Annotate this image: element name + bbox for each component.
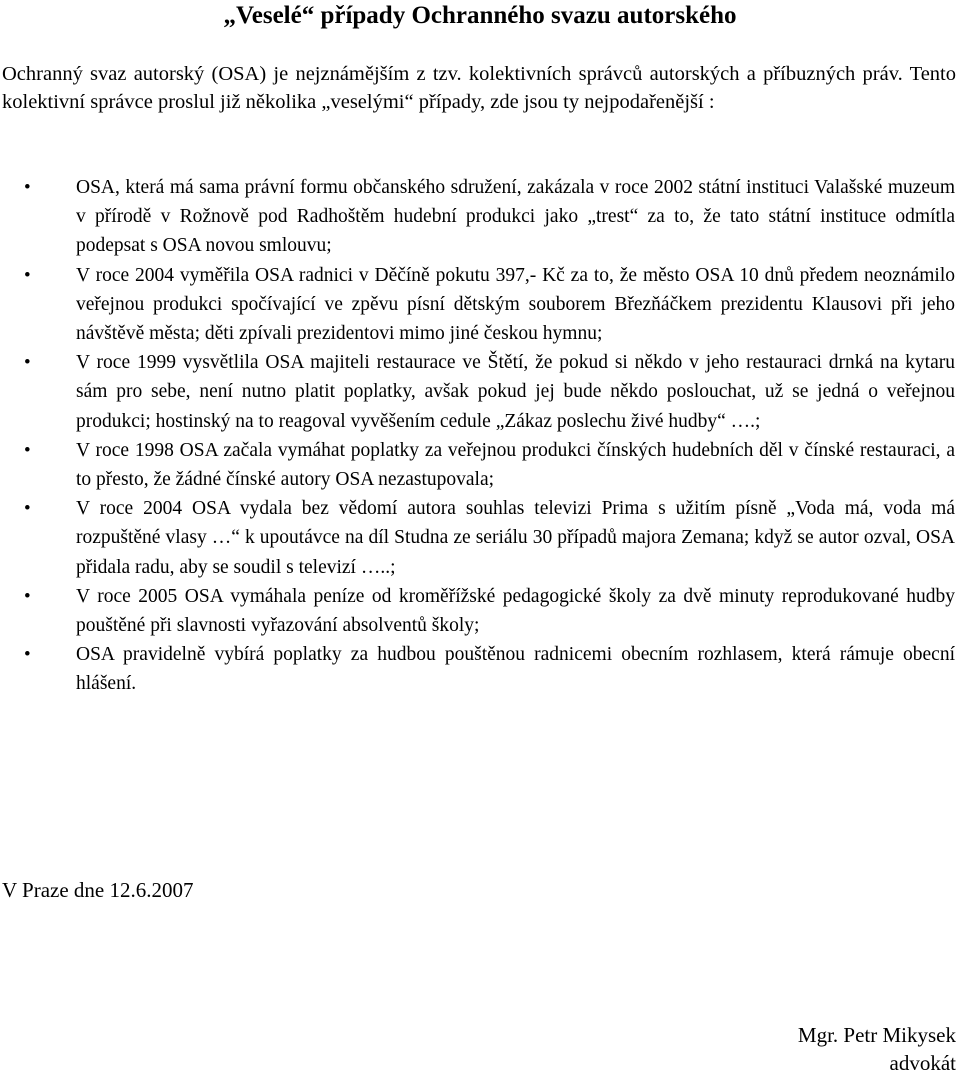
- intro-paragraph: Ochranný svaz autorský (OSA) je nejznámějším z tzv. kolektivních správců autorských a příbuzných práv. Tento kolektivní správce proslul již několika „veselými“ případy, zde jsou ty nejpodařenější :: [2, 63, 956, 113]
- bullet-icon: •: [24, 585, 31, 607]
- signature-block: [798, 1021, 956, 1077]
- bullet-icon: •: [24, 352, 31, 374]
- list-item-text: OSA pravidelně vybírá poplatky za hudbou pouštěnou radnicemi obecním rozhlasem, která rámuje obecní hlášení.: [76, 644, 955, 695]
- list-item: [0, 348, 955, 436]
- bullet-icon: •: [24, 264, 31, 286]
- list-item: [0, 261, 955, 349]
- bullet-icon: •: [24, 498, 31, 520]
- signature-name: Mgr. Petr Mikysek: [797, 1023, 956, 1047]
- list-item-text: V roce 2004 vyměřila OSA radnici v Děčíně pokutu 397,- Kč za to, že město OSA 10 dnů předem neoznámilo veřejnou produkci spočívající ve zpěvu písní dětským souborem Březňáčkem prezidentu Klausovi při jeho návštěvě města; děti zpívali prezidentovi mimo jiné českou hymnu;: [76, 264, 955, 345]
- signature-role: advokát: [889, 1051, 956, 1075]
- place-date: V Praze dne 12.6.2007: [2, 878, 194, 902]
- list-item: [0, 494, 955, 582]
- list-item: [0, 640, 955, 698]
- list-item-text: V roce 1999 vysvětlila OSA majiteli restaurace ve Štětí, že pokud si někdo v jeho restauraci drnká na kytaru sám pro sebe, není nutno platit poplatky, avšak pokud jej bude někdo poslouchat, už se jedná o veřejnou produkci; hostinský na to reagoval vyvěšením cedule „Zákaz poslechu živé hudby“ ….;: [76, 352, 955, 432]
- bullet-icon: •: [24, 439, 31, 461]
- list-item: [0, 436, 955, 494]
- list-item-text: V roce 2005 OSA vymáhala peníze od kroměřížské pedagogické školy za dvě minuty reprodukované hudby pouštěné při slavnosti vyřazování absolventů školy;: [76, 585, 955, 637]
- list-item-text: OSA, která má sama právní formu občanského sdružení, zakázala v roce 2002 státní instituci Valašské muzeum v přírodě v Rožnově pod Radhoštěm hudební produkci jako „trest“ za to, že tato státní instituce odmítla podepsat s OSA novou smlouvu;: [76, 177, 955, 257]
- bullet-icon: •: [24, 177, 31, 198]
- list-item: [0, 173, 955, 261]
- cases-list: [0, 173, 955, 699]
- list-item-text: V roce 2004 OSA vydala bez vědomí autora souhlas televizi Prima s užitím písně „Voda má, voda má rozpuštěné vlasy …“ k upoutávce na díl Studna ze seriálu 30 případů majora Zemana; když se autor ozval, OSA přidala radu, aby se soudil s televizí …..;: [76, 498, 955, 578]
- document-title: „Veselé“ případy Ochranného svazu autorského: [223, 2, 737, 29]
- bullet-icon: •: [24, 644, 31, 666]
- list-item: [0, 582, 955, 640]
- list-item-text: V roce 1998 OSA začala vymáhat poplatky za veřejnou produkci čínských hudebních děl v čínské restauraci, a to přesto, že žádné čínské autory OSA nezastupovala;: [76, 439, 955, 491]
